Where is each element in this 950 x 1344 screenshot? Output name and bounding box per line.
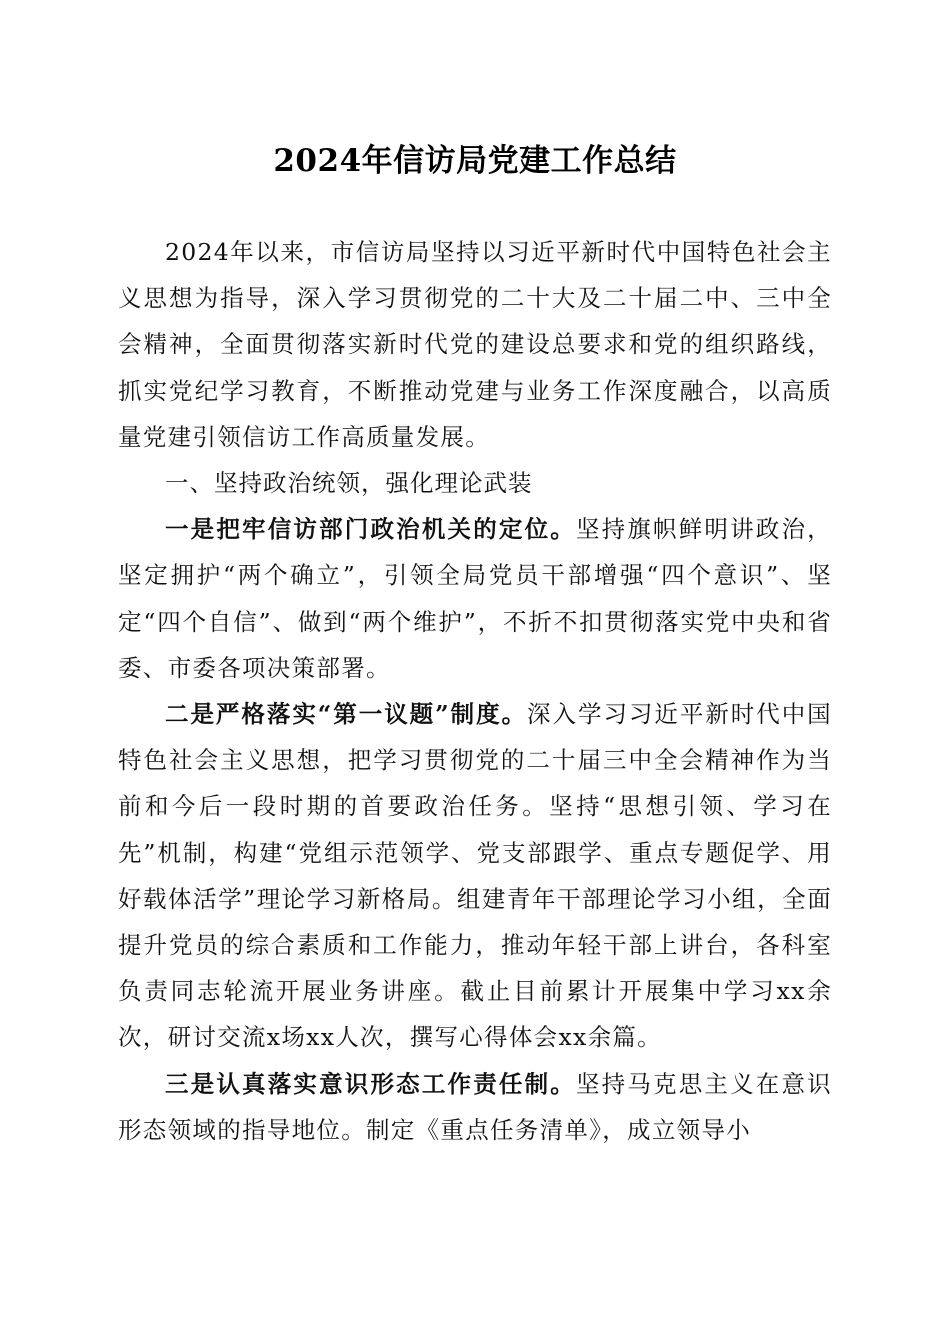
document-body: [118, 229, 832, 1153]
item2-lead: 二是严格落实“第一议题”制度。: [165, 700, 528, 729]
item1-lead: 一是把牢信访部门政治机关的定位。: [165, 515, 576, 544]
item2-body: 深入学习习近平新时代中国特色社会主义思想，把学习贯彻党的二十届三中全会精神作为当前和今后一段时期的首要政治任务。坚持“思想引领、学习在先”机制，构建“党组示范领学、党支部跟学、重点专题促学、用好载体活学”理论学习新格局。组建青年干部理论学习小组，全面提升党员的综合素质和工作能力，推动年轻干部上讲台，各科室负责同志轮流开展业务讲座。截止目前累计开展集中学习xx余次，研讨交流x场xx人次，撰写心得体会xx余篇。: [118, 700, 832, 1052]
item1-body: 坚持旗帜鲜明讲政治，坚定拥护“两个确立”，引领全局党员干部增强“四个意识”、坚定“四个自信”、做到“两个维护”，不折不扣贯彻落实党中央和省委、市委各项决策部署。: [118, 515, 832, 682]
section-heading: 一、坚持政治统领，强化理论武装: [165, 469, 533, 498]
item1-paragraph: [118, 506, 832, 691]
intro-paragraph: 2024年以来，市信访局坚持以习近平新时代中国特色社会主义思想为指导，深入学习贯彻党的二十大及二十届二中、三中全会精神，全面贯彻落实新时代党的建设总要求和党的组织路线，抓实党纪学习教育，不断推动党建与业务工作深度融合，以高质量党建引领信访工作高质量发展。: [118, 238, 832, 451]
item3-paragraph: [118, 1061, 832, 1153]
document-title: 2024年信访局党建工作总结: [273, 143, 677, 179]
item3-body: 坚持马克思主义在意识形态领域的指导地位。制定《重点任务清单》，成立领导小: [118, 1069, 832, 1144]
item2-paragraph: [118, 691, 832, 1061]
item3-lead: 三是认真落实意识形态工作责任制。: [165, 1069, 576, 1098]
